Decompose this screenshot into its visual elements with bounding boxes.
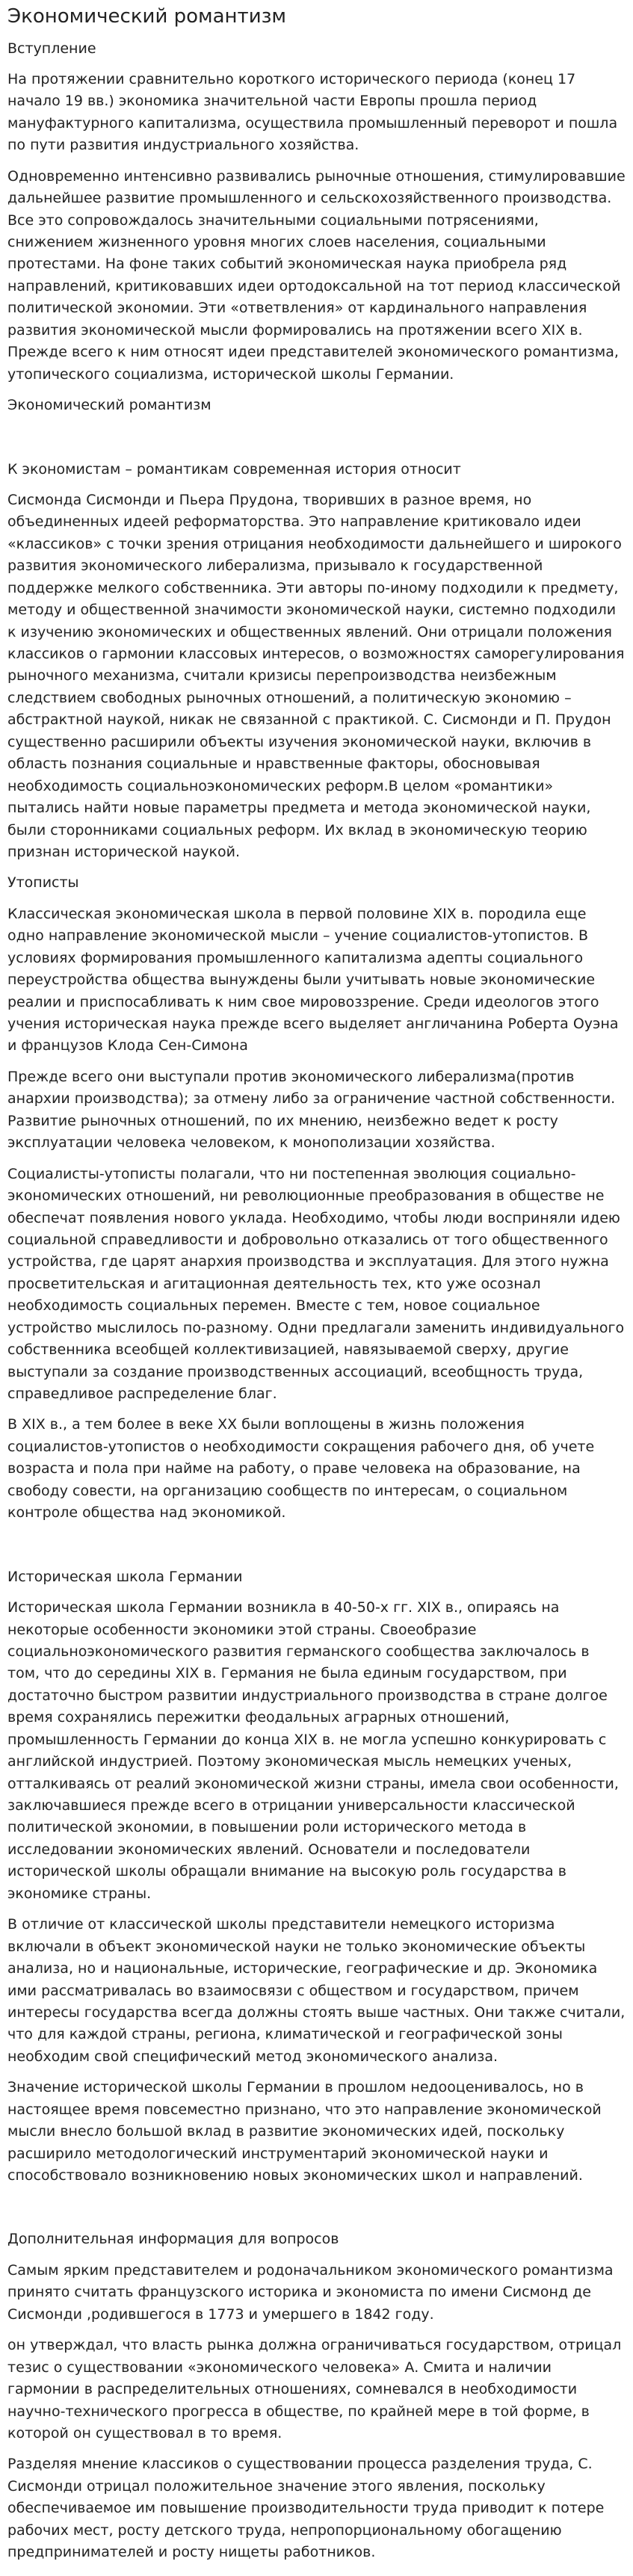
paragraph: Сисмонда Сисмонди и Пьера Прудона, творивших в разное время, но объединенных идеей реформаторства. Это направление критиковало идеи «классиков» с точки зрения отрицания необходимости дальнейшего и широкого развития экономического либерализма, призывало к государственной поддержке мелкого собственника. Эти авторы по-иному подходили к предмету, методу и общественной значимости экономической науки, системно подходили к изучению экономических и общественных явлений. Они отрицали положения классиков о гармонии классовых интересов, о возможностях саморегулирования рыночного механизма, считали кризисы перепроизводства неизбежным следствием свободных рыночных отношений, а политическую экономию – абстрактной наукой, никак не связанной с практикой. С. Сисмонди и П. Прудон существенно расширили объекты изучения экономической науки, включив в область познания социальные и нравственные факторы, обосновывая необходимость социальноэкономических реформ.В целом «романтики» пытались найти новые параметры предмета и метода экономической науки, были сторонниками социальных реформ. Их вклад в экономическую теорию признан исторической наукой. — [7, 491, 625, 860]
paragraph: Одновременно интенсивно развивались рыночные отношения, стимулировавшие дальнейшее развитие промышленного и сельскохозяйственного производства. Все это сопровождалось значительными социальными потрясениями, снижением жизненного уровня многих слоев населения, социальными протестами. На фоне таких событий экономическая наука приобрела ряд направлений, критиковавших идеи ортодоксальной на тот период классической политической экономии. Эти «ответвления» от кардинального направления развития экономической мысли формировались на протяжении всего XIX в. Прежде всего к ним относят идеи представителей экономического романтизма, утопического социализма, исторической школы Германии. — [7, 167, 626, 383]
section-heading-utopists: Утописты — [7, 874, 79, 892]
spacer — [7, 2196, 626, 2228]
paragraph: Прежде всего они выступали против экономического либерализма(против анархии производства); за отмену либо за ограничение частной собственности. Развитие рыночных отношений, по их мнению, неизбежно ведет к росту эксплуатации человека человеком, к монополизации хозяйства. — [7, 1068, 616, 1152]
paragraph: Самым ярким представителем и родоначальником экономического романтизма принято считать французского историка и экономиста по имени Сисмонд де Сисмонди ,родившегося в 1773 и умершего в 1842 году. — [7, 2261, 614, 2323]
paragraph: Значение исторической школы Германии в прошлом недооценивалось, но в настоящее время повсеместно признано, что это направление экономической мысли внесло большой вклад в развитие экономических идей, поскольку расширило методологический инструментарий экономической науки и способствовало возникновению новых экономических школ и направлений. — [7, 2079, 602, 2184]
section-heading-extra: Дополнительная информация для вопросов — [7, 2231, 339, 2248]
paragraph: В XIX в., а тем более в веке XX были воплощены в жизнь положения социалистов-утопистов о необходимости сокращения рабочего дня, об учете возраста и пола при найме на работу, о праве человека на образование, на свободу совести, на организацию сообществ по интересам, о социальном контроле общества над экономикой. — [7, 1416, 595, 1522]
paragraph: Историческая школа Германии возникла в 40-50-х гг. XIX в., опираясь на некоторые особенности экономики этой страны. Своеобразие социальноэкономического развития германского сообщества заключалось в том, что до середины XIX в. Германия не была единым государством, при достаточно быстром развитии индустриального производства в стране долгое время сохранялись пережитки феодальных аграрных отношений, промышленность Германии до конца XIX в. не могла успешно конкурировать с английской индустрией. Поэтому экономическая мысль немецких ученых, отталкиваясь от реалий экономической жизни страны, имела свои особенности, заключавшиеся прежде всего в отрицании универсальности классической политической экономии, в повышении роли исторического метода в исследовании экономических явлений. Основатели и последователи исторической школы обращали внимание на высокую роль государства в экономике страны. — [7, 1599, 619, 1902]
paragraph: Социалисты-утописты полагали, что ни постепенная эволюция социально-экономических отношений, ни революционные преобразования в обществе не обеспечат появления нового уклада. Необходимо, чтобы люди восприняли идею социальной справедливости и добровольно отказались от того общественного устройства, где царят анархия производства и эксплуатация. Для этого нужна просветительская и агитационная деятельность тех, кто уже осознал необходимость социальных перемен. Вместе с тем, новое социальное устройство мыслилось по-разному. Одни предлагали заменить индивидуального собственника всеобщей коллективизацией, навязываемой сверху, другие выступали за создание производственных ассоциаций, всеобщность труда, справедливое распределение благ. — [7, 1165, 625, 1402]
paragraph: На протяжении сравнительно короткого исторического периода (конец 17 начало 19 вв.) экономика значительной части Европы прошла период мануфактурного капитализма, осуществила промышленный переворот и пошла по пути развития индустриального хозяйства. — [7, 70, 618, 154]
section-heading-historical: Историческая школа Германии — [7, 1568, 243, 1585]
section-heading-intro: Вступление — [7, 40, 96, 57]
section-subheading-romantism: К экономистам – романтикам современная история относит — [7, 460, 461, 478]
paragraph: В отличие от классической школы представители немецкого историзма включали в объект экономической науки не только экономические объекты анализа, но и национальные, исторические, географические и др. Экономика ими рассматривалась во взаимосвязи с обществом и государством, причем интересы государства всегда должны стоять выше частных. Они также считали, что для каждой страны, региона, климатической и географической зоны необходим свой специфический метод экономического анализа. — [7, 1916, 626, 2065]
paragraph: Классическая экономическая школа в первой половине XIX в. породила еще одно направление экономической мысли – учение социалистов-утопистов. В условиях формирования промышленного капитализма адепты социального переустройства общества вынуждены были учитывать новые экономические реалии и приспосабливать к ним свое мировоззрение. Среди идеологов этого учения историческая наука прежде всего выделяет англичанина Роберта Оуэна и французов Клода Сен-Симона — [7, 905, 619, 1054]
spacer — [7, 426, 626, 459]
paragraph: он утверждал, что власть рынка должна ограничиваться государством, отрицал тезис о существовании «экономического человека» А. Смита и наличии гармонии в распределительных отношениях, сомневался в необходимости научно-технического прогресса в обществе, по крайней мере в той форме, в которой он существовал в то время. — [7, 2337, 622, 2441]
paragraph: Разделяя мнение классиков о существовании процесса разделения труда, С. Сисмонди отрицал положительное значение этого явления, поскольку обеспечиваемое им повышение производительности труда приводит к потере рабочих мест, росту детского труда, непропорциональному обогащению предпринимателей и росту нищеты работников. — [7, 2456, 605, 2561]
section-heading-romantism: Экономический романтизм — [7, 397, 211, 414]
spacer — [7, 1533, 626, 1566]
page-title: Экономический романтизм — [7, 5, 287, 28]
